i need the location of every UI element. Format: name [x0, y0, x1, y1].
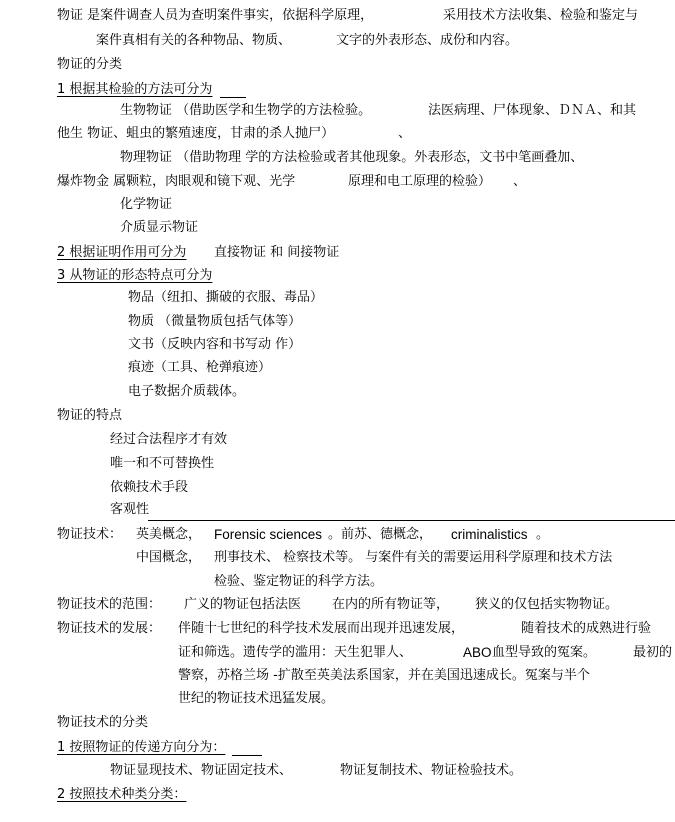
- bio-evidence-line-cont: 法医病理、尸体现象、ＤＮＡ、和其: [428, 103, 637, 118]
- classification-2-value: 直接物证 和 间接物证: [214, 245, 340, 260]
- feature-item: 经过合法程序才有效: [110, 432, 228, 447]
- horizontal-rule: [148, 520, 675, 521]
- feature-item: 唯一和不可替换性: [110, 456, 215, 471]
- development-label: 物证技术的发展：: [57, 621, 162, 636]
- definition-line-2: 案件真相有关的各种物品、物质、: [96, 33, 292, 48]
- form-item: 物质 （微量物质包括气体等）: [128, 314, 302, 329]
- development-abo: ABO: [463, 645, 492, 660]
- heading-underline: [220, 97, 246, 98]
- tech-classification-2-heading: 2 按照技术种类分类：: [57, 787, 187, 802]
- development-line-1: 伴随十七世纪的科学技术发展而出现并迅速发展，: [178, 621, 465, 636]
- definition-line-1-cont: 采用技术方法收集、检验和鉴定与: [443, 8, 639, 23]
- definition-line-2-cont: 文字的外表形态、成份和内容。: [336, 33, 519, 48]
- physical-evidence-line-2-mark: 、: [513, 174, 527, 189]
- tech-china-concept-line-2: 检验、鉴定物证的科学方法。: [214, 574, 384, 589]
- development-line-2-cont: 血型导致的冤案。: [492, 645, 597, 660]
- tech-china-concept: 中国概念，: [136, 550, 202, 565]
- scope-broad: 广义的物证包括法医: [184, 597, 302, 612]
- section-title-features: 物证的特点: [57, 408, 123, 423]
- bio-evidence-line: 生物物证 （借助医学和生物学的方法检验。: [120, 103, 372, 118]
- classification-1-heading: 1 根据其检验的方法可分为: [57, 82, 213, 97]
- development-line-4: 世纪的物证技术迅猛发展。: [178, 691, 335, 706]
- form-item: 电子数据介质载体。: [128, 384, 246, 399]
- heading-underline: [232, 755, 262, 756]
- section-title-tech-classification: 物证技术的分类: [57, 715, 149, 730]
- tech-anglo-concept: 英美概念，: [136, 527, 202, 542]
- tech-china-concept-cont: 刑事技术、 检察技术等。 与案件有关的需要运用科学原理和技术方法: [214, 550, 613, 565]
- chemical-evidence: 化学物证: [120, 197, 173, 212]
- bio-evidence-line-2-mark: 、: [398, 126, 412, 141]
- physical-evidence-line: 物理物证 （借助物理 学的方法检验或者其他现象。外表形态，文书中笔画叠加、: [120, 150, 584, 165]
- bio-evidence-line-2: 他生 物证、蛆虫的繁殖速度，甘肃的杀人抛尸）: [57, 126, 335, 141]
- scope-broad-cont: 在内的所有物证等，: [332, 597, 450, 612]
- feature-item: 依赖技术手段: [110, 480, 189, 495]
- tech-classification-1-items-cont: 物证复制技术、物证检验技术。: [340, 763, 523, 778]
- tech-soviet-concept: 。前苏、德概念，: [328, 527, 433, 542]
- classification-3-heading: 3 从物证的形态特点可分为: [57, 268, 213, 283]
- tech-period: 。: [536, 527, 550, 542]
- classification-2-heading: 2 根据证明作用可分为: [57, 245, 187, 260]
- tech-label: 物证技术：: [57, 527, 123, 542]
- form-item: 物品（纽扣、撕破的衣服、毒品）: [128, 290, 324, 305]
- development-line-2-end: 最初的: [633, 645, 673, 660]
- tech-classification-1-items: 物证显现技术、物证固定技术、: [110, 763, 293, 778]
- feature-item: 客观性: [110, 502, 150, 517]
- form-item: 文书（反映内容和书写动 作）: [128, 337, 302, 352]
- scope-label: 物证技术的范围：: [57, 597, 162, 612]
- development-line-3: 警察，苏格兰场 -扩散至英美法系国家，并在美国迅速成长。冤案与半个: [178, 668, 590, 683]
- physical-evidence-line-2-cont: 原理和电工原理的检验）: [348, 174, 492, 189]
- definition-line-1: 物证 是案件调查人员为查明案件事实，依据科学原理，: [57, 8, 374, 23]
- section-title-classification: 物证的分类: [57, 57, 123, 72]
- tech-classification-1-heading: 1 按照物证的传递方向分为：: [57, 740, 226, 755]
- medium-evidence: 介质显示物证: [120, 220, 199, 235]
- scope-narrow: 狭义的仅包括实物物证。: [475, 597, 619, 612]
- development-line-2: 证和筛选。遗传学的滥用：天生犯罪人、: [178, 645, 413, 660]
- development-line-1-cont: 随着技术的成熟进行验: [521, 621, 652, 636]
- tech-criminalistics: criminalistics: [451, 527, 528, 542]
- form-item: 痕迹（工具、枪弹痕迹）: [128, 360, 272, 375]
- physical-evidence-line-2: 爆炸物金 属颗粒，肉眼观和镜下观、光学: [57, 174, 296, 189]
- tech-forensic-sciences: Forensic sciences: [214, 527, 323, 542]
